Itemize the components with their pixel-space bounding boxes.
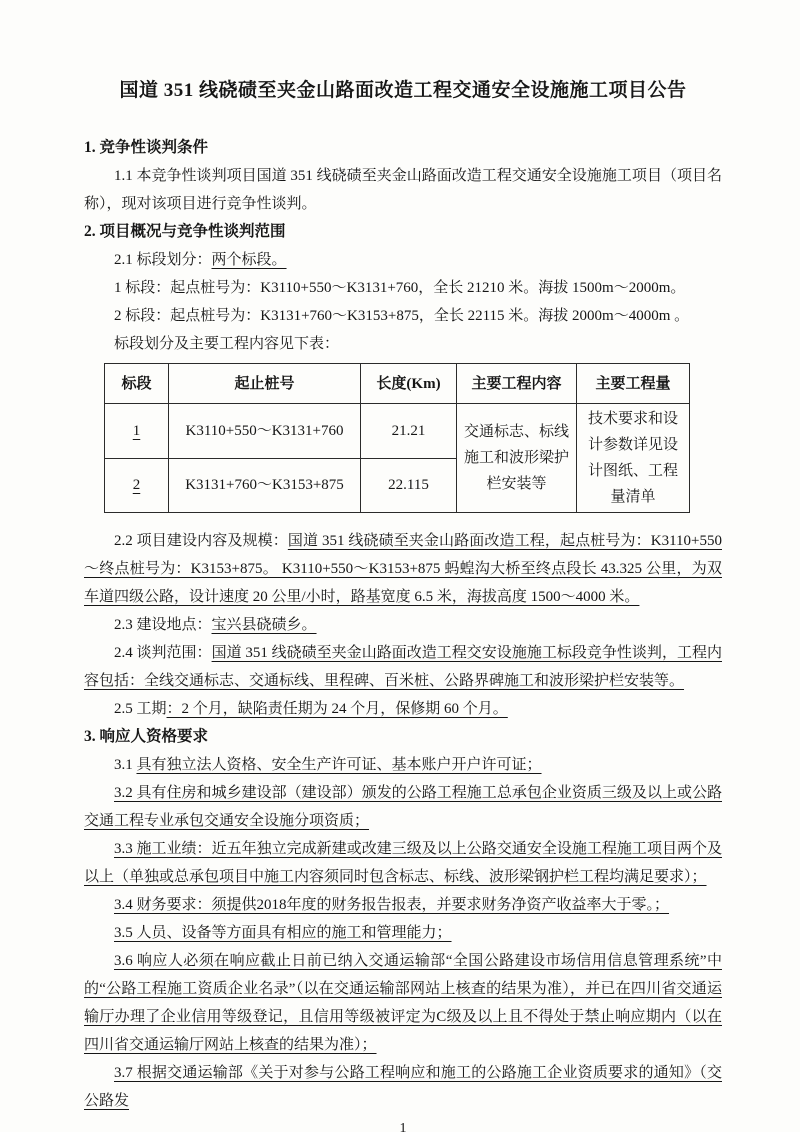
col-header-quantity: 主要工程量 [577,364,690,404]
clause-3-7 [84,1059,722,1115]
section-1-heading: 1. 竞争性谈判条件 [84,139,209,156]
table-header-row [105,364,690,404]
clause-3-1-underlined: 具有独立法人资格、安全生产许可证、基本账户开户许可证； [136,757,542,773]
clause-2-4-underlined: 国道 351 线硗碛至夹金山路面改造工程交安设施施工标段竞争性谈判，工程内容包括：全线交通标志、交通标线、里程碑、百米桩、公路界碑施工和波形梁护栏安装等。 [84,645,722,689]
seg1-number-text: 1 [132,422,141,439]
clause-2-4 [84,639,722,695]
clause-2-3 [84,611,722,639]
clause-2-5 [84,695,722,723]
clause-2-2-lead: 2.2 项目建设内容及规模： [114,533,288,549]
clause-2-1-underlined: 两个标段。 [211,252,287,268]
col-header-segment: 标段 [105,364,169,404]
clause-3-4 [84,891,722,919]
cell-seg1-length: 21.21 [361,404,457,459]
document-title: 国道 351 线硗碛至夹金山路面改造工程交通安全设施施工项目公告 [119,80,687,101]
table-intro-line: 标段划分及主要工程内容见下表： [114,336,340,352]
clause-3-3-underlined: 3.3 施工业绩：近五年独立完成新建或改建三级及以上公路交通安全设施工程施工项目两个及以上（单独或总承包项目中施工内容须同时包含标志、标线、波形梁钢护栏工程均满足要求）； [84,841,722,885]
clause-3-6-underlined: 3.6 响应人必须在响应截止日前已纳入交通运输部“全国公路建设市场信用信息管理系统”中的“公路工程施工资质企业名录”（以在交通运输部网站上核查的结果为准），并已在四川省交通运输厅办理了企业信用等级登记，且信用等级被评定为C级及以上且不得处于禁止响应期内（以在四川省交通运输厅网站上核查的结果为准）； [84,953,722,1053]
segments-table [104,363,690,513]
page-number: 1 [399,1121,407,1132]
col-header-stakes: 起止桩号 [169,364,361,404]
clause-2-4-lead: 2.4 谈判范围： [114,645,212,661]
clause-3-2-underlined: 3.2 具有住房和城乡建设部（建设部）颁发的公路工程施工总承包企业资质三级及以上或公路交通工程专业承包交通安全设施分项资质； [84,785,722,829]
clause-3-2 [84,779,722,835]
clause-2-2-underlined: 国道 351 线硗碛至夹金山路面改造工程，起点桩号为：K3110+550～终点桩号为：K3153+875。 K3110+550～K3153+875 蚂蝗沟大桥至终点段长 43.325 公里，为双车道四级公路，设计速度 20 公里/小时，路基宽度 6.5 米，海拔高度 1500～4000 米。 [84,533,722,605]
clause-3-7-underlined: 3.7 根据交通运输部《关于对参与公路工程响应和施工的公路施工企业资质要求的通知》（交公路发 [84,1065,722,1109]
cell-merged-quantity: 技术要求和设计参数详见设计图纸、工程量清单 [577,404,690,513]
clause-3-5 [84,919,722,947]
cell-merged-content: 交通标志、标线施工和波形梁护栏安装等 [457,404,577,513]
cell-seg1-stakes: K3110+550～K3131+760 [169,404,361,459]
clause-3-3 [84,835,722,891]
clause-3-5-underlined: 3.5 人员、设备等方面具有相应的施工和管理能力； [114,925,452,941]
clause-2-3-underlined: 宝兴县硗碛乡。 [211,617,317,633]
col-header-length: 长度(Km) [361,364,457,404]
section-2-heading: 2. 项目概况与竞争性谈判范围 [84,223,286,240]
clause-2-5-lead: 2.5 工期 [114,701,167,717]
cell-seg1-number [105,404,169,459]
clause-2-1-lead: 2.1 标段划分： [114,252,212,268]
clause-1-1: 1.1 本竞争性谈判项目国道 351 线硗碛至夹金山路面改造工程交通安全设施施工项目（项目名称），现对该项目进行竞争性谈判。 [84,168,722,212]
clause-2-1 [84,246,722,274]
clause-2-2 [84,527,722,611]
cell-seg2-stakes: K3131+760～K3153+875 [169,458,361,513]
clause-3-1-lead: 3.1 [114,757,137,773]
section-3-heading: 3. 响应人资格要求 [84,728,209,745]
cell-seg2-length: 22.115 [361,458,457,513]
cell-seg2-number [105,458,169,513]
clause-3-1 [84,751,722,779]
seg2-number-text: 2 [132,477,141,494]
clause-3-4-underlined: 3.4 财务要求：须提供2018年度的财务报告报表，并要求财务净资产收益率大于零。； [114,897,670,913]
clause-3-6 [84,947,722,1059]
segment-2-line: 2 标段：起点桩号为：K3131+760～K3153+875，全长 22115 米。海拔 2000m～4000m 。 [114,308,690,324]
clause-2-3-lead: 2.3 建设地点： [114,617,212,633]
segment-1-line: 1 标段：起点桩号为：K3110+550～K3131+760，全长 21210 米。海拔 1500m～2000m。 [114,280,686,296]
col-header-content: 主要工程内容 [457,364,577,404]
table-row [105,404,690,459]
clause-2-5-underlined: ：2 个月，缺陷责任期为 24 个月，保修期 60 个月。 [166,701,508,717]
